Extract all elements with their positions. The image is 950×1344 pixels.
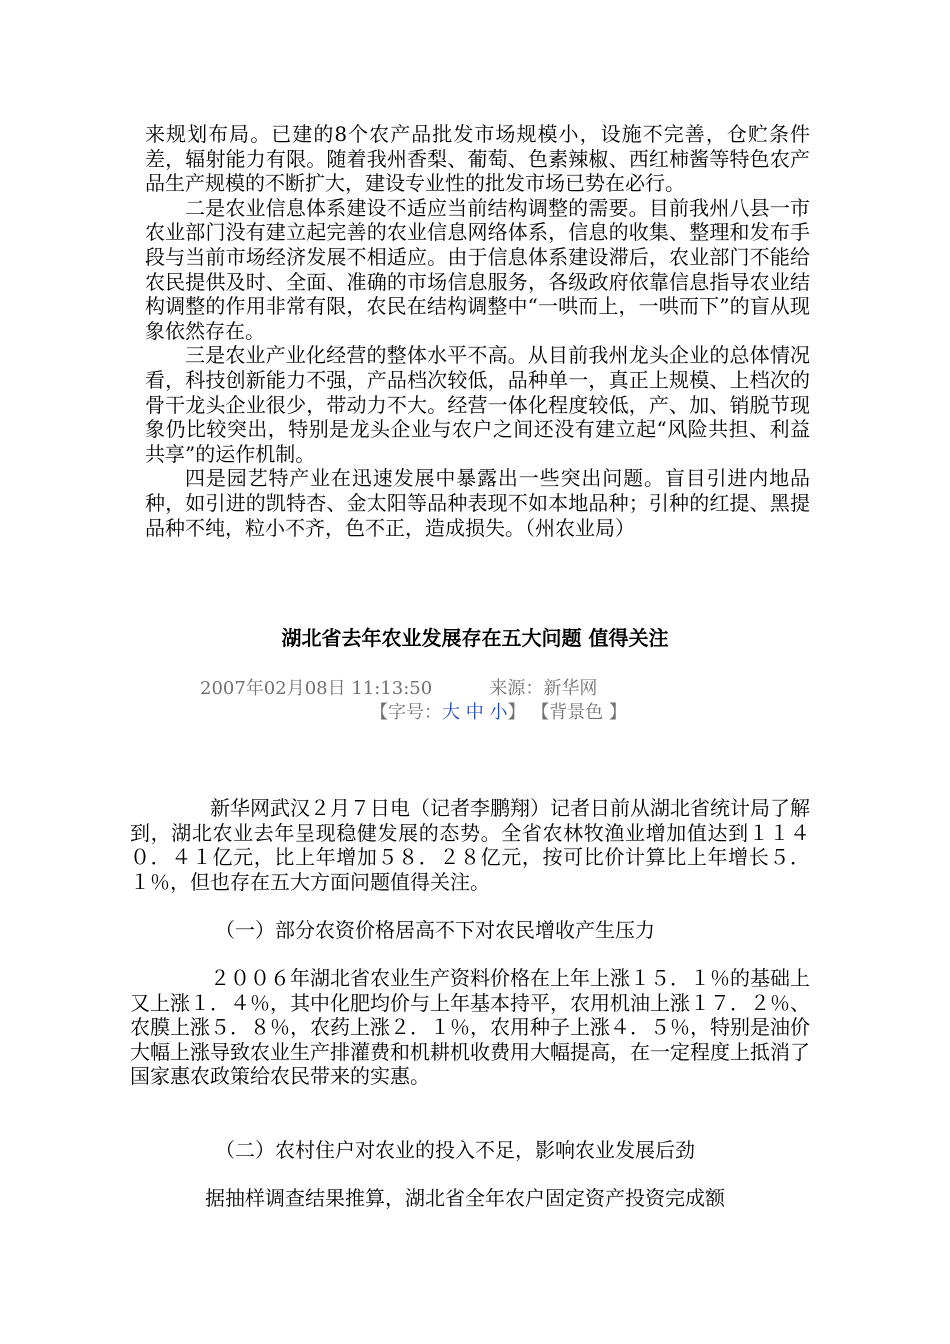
background-color-control[interactable]: 【背景色 】 bbox=[531, 702, 627, 723]
body-paragraph: 新华网武汉２月７日电（记者李鹏翔）记者日前从湖北省统计局了解到，湖北农业去年呈现稳健发展的态势。全省农林牧渔业增加值达到１１４０．４１亿元，比上年增加５８．２８亿元，按可比价计算比上年增长５．１％，但也存在五大方面问题值得关注。 bbox=[130, 796, 810, 894]
section-heading-1: （一）部分农资价格居高不下对农民增收产生压力 bbox=[215, 918, 655, 942]
section-heading bbox=[130, 918, 810, 943]
article-tools bbox=[370, 698, 627, 724]
article-section-body bbox=[130, 966, 810, 1089]
article-lead bbox=[130, 796, 810, 894]
article-section-body bbox=[130, 1186, 810, 1211]
body-paragraph: 来规划布局。已建的8个农产品批发市场规模小，设施不完善，仓贮条件差，辐射能力有限。随着我州香梨、葡萄、色素辣椒、西红柿酱等特色农产品生产规模的不断扩大，建设专业性的批发市场已势在必行。 bbox=[145, 122, 810, 196]
article-meta bbox=[200, 674, 597, 700]
body-paragraph: 四是园艺特产业在迅速发展中暴露出一些突出问题。盲目引进内地品种，如引进的凯特杏、金太阳等品种表现不如本地品种；引种的红提、黑提品种不纯，粒小不齐，色不正，造成损失。（州农业局） bbox=[145, 466, 810, 540]
article-source: 来源：新华网 bbox=[489, 678, 598, 699]
font-size-large-link[interactable]: 大 bbox=[442, 702, 460, 723]
previous-article-body bbox=[145, 122, 810, 540]
article-datetime: 2007年02月08日 11:13:50 bbox=[200, 678, 433, 699]
font-size-small-link[interactable]: 小 bbox=[489, 702, 508, 723]
article-title: 湖北省去年农业发展存在五大问题 值得关注 bbox=[281, 626, 669, 650]
body-paragraph: 三是农业产业化经营的整体水平不高。从目前我州龙头企业的总体情况看，科技创新能力不强，产品档次较低，品种单一，真正上规模、上档次的骨干龙头企业很少，带动力不大。经营一体化程度较低，产、加、销脱节现象仍比较突出，特别是龙头企业与农户之间还没有建立起“风险共担、利益共享”的运作机制。 bbox=[145, 343, 810, 466]
section-heading bbox=[130, 1138, 810, 1163]
font-size-medium-link[interactable]: 中 bbox=[465, 702, 484, 723]
section-heading-2: （二）农村住户对农业的投入不足，影响农业发展后劲 bbox=[215, 1138, 695, 1162]
body-paragraph: ２００６年湖北省农业生产资料价格在上年上涨１５．１％的基础上又上涨１．４％，其中化肥均价与上年基本持平，农用机油上涨１７．２％、农膜上涨５．８％，农药上涨２．１％，农用种子上涨４．５％，特别是油价大幅上涨导致农业生产排灌费和机耕机收费用大幅提高，在一定程度上抵消了国家惠农政策给农民带来的实惠。 bbox=[130, 966, 810, 1089]
font-size-label-close: 】 bbox=[507, 702, 526, 723]
body-paragraph: 据抽样调查结果推算，湖北省全年农户固定资产投资完成额 bbox=[205, 1186, 725, 1210]
body-paragraph: 二是农业信息体系建设不适应当前结构调整的需要。目前我州八县一市农业部门没有建立起完善的农业信息网络体系，信息的收集、整理和发布手段与当前市场经济发展不相适应。由于信息体系建设滞后，农业部门不能给农民提供及时、全面、准确的市场信息服务，各级政府依靠信息指导农业结构调整的作用非常有限，农民在结构调整中“一哄而上，一哄而下”的盲从现象依然存在。 bbox=[145, 195, 810, 343]
font-size-label: 【字号： bbox=[370, 702, 442, 723]
